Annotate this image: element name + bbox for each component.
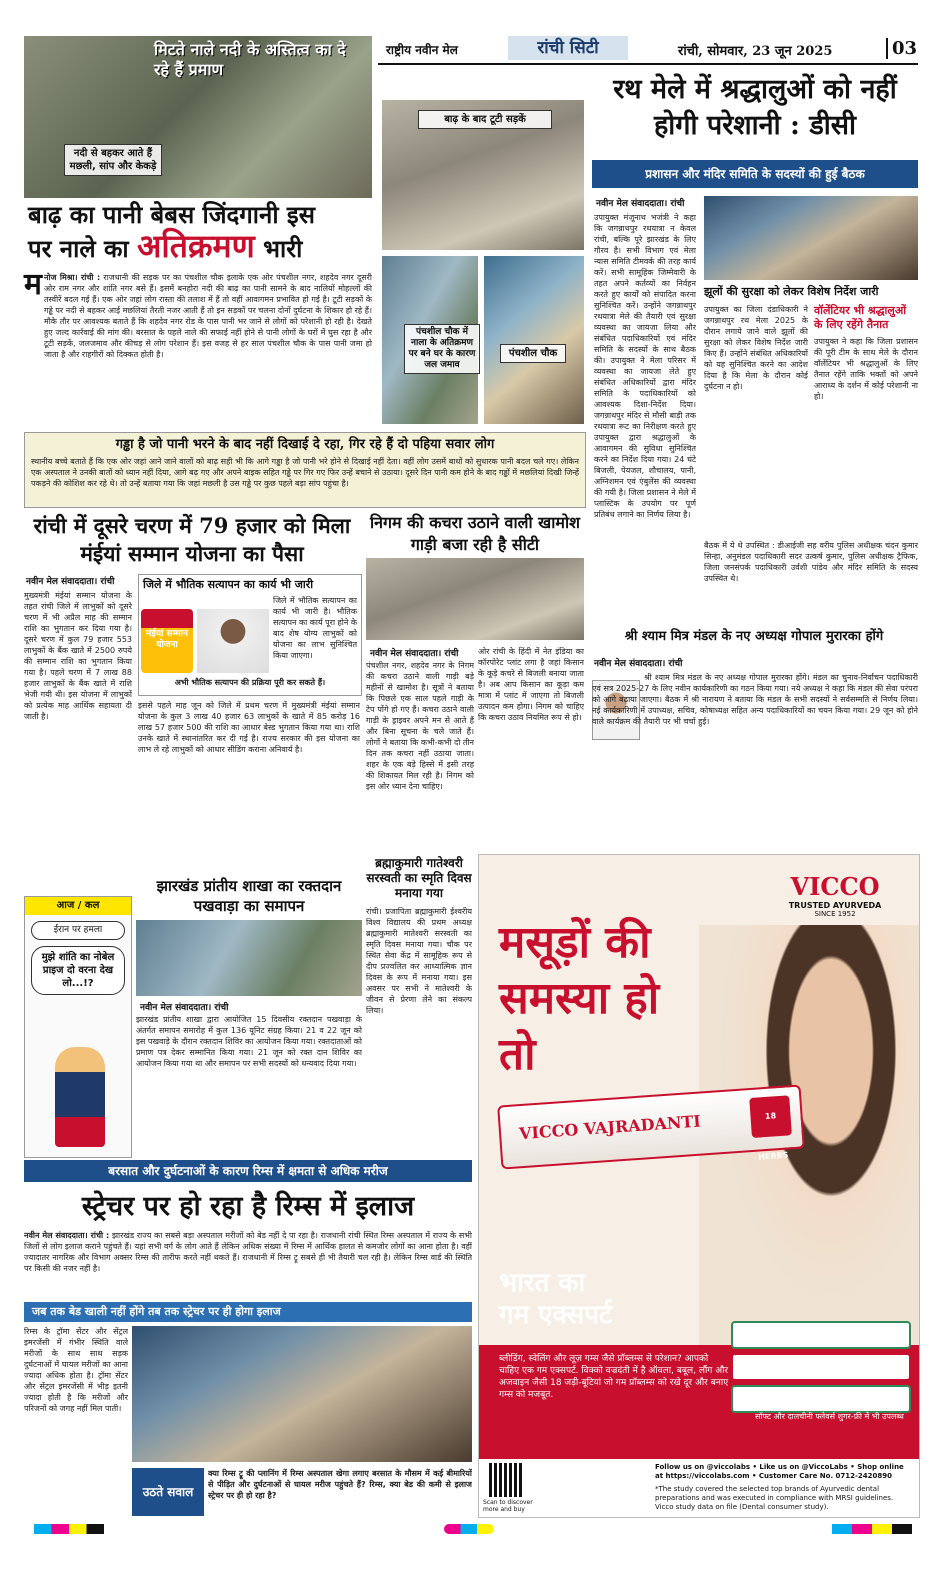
gadda-box bbox=[24, 432, 586, 508]
section-title: रांची सिटी bbox=[537, 38, 599, 58]
blood-body: झारखंड प्रांतीय शाखा द्वारा आयोजित 15 दिवसीय रक्तदान पखवाड़ा के अंतर्गत समापन समारोह में कुल 136 यूनिट संग्रह किया। 21 व 22 जून को इस पखवाड़े के दौरान रक्तदान शिविर का आयोजन किया गया। रक्तदाताओं को प्रमाण पत्र देकर सम्मानित किया गया। 21 जून को रक्त दान शिविर का आयोजन किया गया था और समापन पर सभी सदस्यों को धन्यवाद दिया गया। bbox=[136, 1015, 362, 1068]
tube-2 bbox=[731, 1353, 911, 1381]
chowk-photo bbox=[484, 256, 584, 424]
drain-house-label: पंचशील चौक में नाला के अतिक्रमण पर बने घर के कारण जल जमाव bbox=[404, 324, 480, 374]
rims-question-label bbox=[132, 1468, 204, 1516]
road-photo-label: बाढ़ के बाद टूटी सड़कें bbox=[418, 110, 552, 129]
rath-body: उपायुक्त मंजूनाथ भजंत्री ने कहा कि जगन्नाथपुर रथयात्रा न केवल रांची, बल्कि पूरे झारखंड के लिए गौरव है। सभी विभाग एवं मेला न्यास समिति टीमवर्क की तरह कार्य करें। सभी सामूहिक जिम्मेवारी के तहत अपने कर्तव्यों का निर्वहन करते हुए कार्यों को संपादित करना सुनिश्चित करें। उन्होंने जगन्नाथपुर रथयात्रा मेले की तैयारी एवं सुरक्षा व्यवस्था का जायजा लिया और संबंधित पदाधिकारियों एवं मंदिर समिति के सदस्यों के साथ बैठक की। उपायुक्त ने मेला परिसर में व्यवस्था का जायजा लेते हुए संबंधित अधिकारियों द्वारा मंदिर समिति के पदाधिकारियों को आवश्यक दिशा-निर्देश दिया। जगन्नाथपुर मंदिर से मौसी बाड़ी तक रथयात्रा रूट का निरीक्षण करते हुए उपायुक्त द्वारा श्रद्धालुओं के आवागमन की सुविधा सुनिश्चित करने का निर्देश दिया गया। 24 घंटे बिजली, पेयजल, शौचालय, पानी, अग्निशमन एवं एंबुलेंस की व्यवस्था की गयी है। जिला प्रशासन ने मेले में प्लास्टिक के उपयोग पर पूर्ण प्रतिबंध लगाने का निर्णय लिया है। bbox=[594, 213, 696, 519]
chowk-photo-label: पंचशील चौक bbox=[500, 344, 566, 363]
maiyan-box bbox=[138, 574, 362, 696]
story1-text: राजधानी की सड़क पर का पंचशील चौक इलाके एक ओर पंचशील नगर, शहदेव नगर दूसरी ओर राम नगर और शांति नगर बसे हैं। इसमें बनहोरा नदी की बाढ़ का पानी सामने के बाद नालियों मोहल्लों की तस्वीरें बदल गई हैं। एक ओर जहां लोग रास्ता की तलाश में हैं तो वहीं आवागमन प्रभावित हो गई है। टूटी सड़कों के गड्ढे पर नदी से बहकर आई मछलियां तैरती नजर आती हैं तो इन सड़कों पर चलना दोनों दुर्घटना के शिकार हो रहे हैं। मौके तौर पर आवश्यक बताते हैं कि शहदेव नगर रोड के पास पानी भर जाने से लोगों को परेशानी हो रही है। देखते हुए जल्द कार्रवाई की मांग की। बरसात के पहले नाले की सफाई नहीं होने से पानी लोगों के घरों में घुस रहा है और टूटी सड़कें, जलजमाव और कीचड़ से लोग परेशान हैं। इस वजह से हर साल पंचशील चौक के पास पानी जमा हो जाता है और राहगीरों को दिक्कत होती है। bbox=[43, 273, 372, 359]
rath-byline: नवीन मेल संवाददाता। रांची bbox=[596, 199, 685, 209]
story1-body-text bbox=[44, 272, 372, 424]
gadda-body: स्थानीय बच्चे बताते हैं कि एक ओर जहां आने जाने वालों को बाढ़ सही भी कि आगे गड्ढा है जो पानी भरे होने से दिखाई नहीं देता। वहीं लोग उसमें बाधों को सुधारक पानी बदल चले गए। लेकिन एक अस्पताल ने उनकी बातों को ध्यान नहीं दिया, आगे बढ़ गए और अपने बाइक सहित गड्ढे पर गिर गए फिर उन्हें बचाने से उठाया। दूसरे दिन पानी कम होने के बाद गड्ढों में मछलियां दिखी जिन्हें पकड़ने की कोशिश कर रहे थे। तो उन्हें बताया गया कि जहां मछली है उस गड्ढे पर कुछ पहले बड़ा सांप पहुंचा है। bbox=[31, 457, 579, 488]
maiyan-photo-caption: अभी भौतिक सत्यापन की प्रक्रिया पूरी कर सकते हैं। bbox=[174, 678, 326, 687]
nigam-headline: निगम की कचरा उठाने वाली खामोश गाड़ी बजा रही है सीटी bbox=[370, 513, 580, 554]
story1-headline-a: बाढ़ का पानी बेबस जिंदगानी इस bbox=[28, 200, 315, 229]
rims-photo-banner-text: जब तक बेड खाली नहीं होंगे तब तक स्ट्रेचर पर ही होगा इलाज bbox=[32, 1305, 281, 1318]
ad-sub2: गम एक्सपर्ट bbox=[499, 1300, 613, 1330]
cartoon-bubble-1: ईरान पर हमला bbox=[31, 921, 125, 940]
rims-banner bbox=[24, 1160, 472, 1182]
vicco-since: SINCE 1952 bbox=[814, 910, 856, 918]
shyam-headline: श्री श्याम मित्र मंडल के नए अध्यक्ष गोपाल मुरारका होंगे bbox=[624, 629, 884, 644]
rims-photo bbox=[132, 1326, 472, 1462]
herb-badge: 18 HERBS bbox=[749, 1095, 792, 1138]
color-bar-center bbox=[444, 1524, 494, 1534]
vicco-logo bbox=[775, 873, 895, 918]
qr-code[interactable] bbox=[489, 1463, 523, 1497]
nigam-body: पंचशील नगर, शहदेव नगर के निगम की कचरा उठाने वाली गाड़ी बड़े महीनों से खामोश है। सूत्रों ने बताया कि पिछले एक साल पहले गाड़ी के टेप पोंगे हो गए हैं। कचरा उठाने वाली गाड़ी के ड्राइवर अपने मन से आते हैं और बिना सूचना के चले जाते हैं। लोगों ने बताया कि कभी-कभी दो तीन दिन तक कचरा नहीं उठाया जाता। शहर के एक बड़े हिस्से में इसी तरह की शिकायत मिल रही है। निगम को इस ओर ध्यान देना चाहिए। bbox=[366, 661, 474, 791]
tube-3 bbox=[731, 1385, 911, 1413]
rath-subhead-box bbox=[592, 160, 918, 188]
rims-headline: स्ट्रेचर पर हो रहा है रिम्स में इलाज bbox=[81, 1191, 415, 1222]
maiyan-box-body: जिले में भौतिक सत्यापन का कार्य भी जारी है। भौतिक सत्यापन का कार्य पूरा होने के बाद शेष योग्य लाभुकों को योजना का लाभ सुनिश्चित किया जाएगा। bbox=[273, 596, 357, 660]
maiyan-body: मुख्यमंत्री मंईयां सम्मान योजना के तहत रांची जिले में लाभुकों को दूसरे चरण में भी अप्रैल माह की सम्मान राशि का भुगतान कर दिया गया है। दूसरे चरण में कुल 79 हजार 553 लाभुकों के बैंक खाते में 2500 रुपये की सम्मान राशि का भुगतान किया गया है। पहले चरण में 7 लाख 88 हजार लाभुकों के बैंक खाते में राशि भेजी गयी थी। इस योजना में लाभुकों को प्रत्येक माह आर्थिक सहायता दी जाती है। bbox=[24, 591, 132, 721]
story1-dropcap: म bbox=[24, 267, 42, 302]
tube-label: VICCO VAJRADANTI bbox=[518, 1111, 702, 1144]
rims-body bbox=[24, 1230, 472, 1296]
blood-photo bbox=[136, 920, 362, 996]
volunteer-title: वॉलेंटियर भी श्रद्धालुओं के लिए रहेंगे तैनात bbox=[814, 304, 907, 331]
meeting-title: झूलों की सुरक्षा को लेकर विशेष निर्देश जारी bbox=[704, 285, 879, 298]
road-photo bbox=[382, 100, 584, 250]
vicco-ad bbox=[478, 854, 920, 1518]
tube-stack bbox=[731, 1321, 911, 1405]
nigam-byline: नवीन मेल संवाददाता। रांची bbox=[370, 649, 459, 659]
maiyan-logo bbox=[141, 609, 193, 673]
qr-label: Scan to discover more and buy bbox=[483, 1499, 533, 1513]
ad-body: ब्लीडिंग, स्वेलिंग और लूज़ गम्स जैसे प्रॉब्लम्स से परेशान? आपको चाहिए एक गम एक्सपर्ट. विक्को वज्रदंती में है ऑवला, बबूल, लौंग और अजवाइन जैसी 18 जड़ी-बूटियां जो गम प्रॉब्लम्स को रखे दूर और बनाए गम्स को मजबूत. bbox=[499, 1354, 729, 1400]
meeting-body: उपायुक्त का जिला दंडाधिकारी ने जगन्नाथपुर रथ मेला 2025 के दौरान लगाये जाने वाले झूलों की सुरक्षा को लेकर विशेष निर्देश जारी किए हैं। उन्होंने संबंधित अधिकारियों को यह सुनिश्चित करने का आदेश दिया है कि मेला के दौरान कोई दुर्घटना न हो। bbox=[704, 305, 808, 391]
page-number: 03 bbox=[886, 38, 917, 59]
rims-photo-banner bbox=[24, 1302, 472, 1322]
story1-headline-c: भारी bbox=[254, 234, 303, 263]
rims-column: रिम्स के ट्रॉमा सेंटर और सेंट्रल इमरजेंसी में गंभीर स्थिति वाले मरीजों के साथ साथ सड़क दुर्घटनाओं में घायल मरीजों का आना ज्यादा अधिक होता है। ट्रॉमा सेंटर और सेंट्रल इमरजेंसी में भीड़ इतनी ज्यादा होती है कि मरीजों और परिजनों को जगह नहीं मिल पाती। bbox=[24, 1327, 128, 1413]
shyam-body: श्री श्याम मित्र मंडल के नए अध्यक्ष गोपाल मुरारका होंगे। मंडल का चुनाव-निर्वाचन पदाधिकारी एवं सत्र 2025-27 के लिए नवीन कार्यकारिणी का गठन किया गया। नये अध्यक्ष ने कहा कि मंडल की सेवा परंपरा को आगे बढ़ाया जाएगा। बैठक में श्री नारायण ने बताया कि मंडल के सभी सदस्यों ने सर्वसम्मति से निर्णय लिया। नई कार्यकारिणी में उपाध्यक्ष, सचिव, कोषाध्यक्ष सहित अन्य पदाधिकारियों का चयन किया गया। 29 जून को होने वाले कार्यक्रम की तैयारी पर भी चर्चा हुई। bbox=[592, 673, 918, 726]
vicco-headline: मसूड़ों की समस्या हो तो bbox=[499, 917, 660, 1080]
paper-name: राष्ट्रीय नवीन मेल bbox=[386, 43, 458, 57]
cartoon-panel bbox=[24, 896, 132, 1158]
story1-body bbox=[24, 267, 372, 424]
rims-body-text: झारखंड राज्य का सबसे बड़ा अस्पताल मरीजों को बेड नहीं दे पा रहा है। राजधानी रांची स्थित रिम्स अस्पताल में राज्य के सभी जिलों से लोग इलाज कराने पहुंचते हैं। यहां सभी वर्ग के लोग आते हैं लेकिन अधिक संख्या में रिम्स में आर्थिक हालत से कमजोर लोगों का आना होता है। वहीं ज्यादातर नागरिक और विभाग अक्सर रिम्स की तारीफ करते नहीं थकते हैं। राजधानी में रिम्स ट्रू सबसे ही भी तैयारी चल रही है। लेकिन रिम्स वार्ड की स्थिति पर किसी की नजर नहीं है। bbox=[24, 1231, 472, 1273]
rims-question-label-text: उठते सवाल bbox=[142, 1485, 194, 1499]
maiyan-body-2: इससे पहले माह जून को जिले में प्रथम चरण में मुख्यमंत्री मंईयां सम्मान योजना के कुल 3 लाख 40 हजार 63 लाभुकों के खाते में 85 करोड़ 16 लाख 57 हजार 500 की राशि का आधार बेस्ड भुगतान किया गया था। राशि उनके खाते में स्थानांतरित कर दी गई है। राज्य सरकार की इस योजना का लाभ ले रहे लाभुकों को आधार सीडिंग कराना अनिवार्य है। bbox=[138, 701, 360, 754]
maiyan-logo-text: मंईयां सम्मान योजना bbox=[146, 629, 188, 650]
rath-presence: बैठक में ये थे उपस्थित : डीआईजी सह वरीय पुलिस अधीक्षक चंदन कुमार सिन्हा, अनुमंडल पदाधिकारी सदर उत्कर्ष कुमार, पुलिस अधीक्षक ट्रैफिक, जिला जनसंपर्क पदाधिकारी उर्वशी पांडेय और मंदिर समिति के सदस्य उपस्थित थे। bbox=[704, 541, 918, 583]
maiyan-headline: रांची में दूसरे चरण में 79 हजार को मिला मंईयां सम्मान योजना का पैसा bbox=[33, 513, 351, 566]
maiyan-byline: नवीन मेल संवाददाता। रांची bbox=[26, 577, 115, 587]
story1-headline-b bbox=[28, 227, 373, 265]
drain-photo-caption: नदी से बहकर आते हैं मछली, सांप और केकड़े bbox=[64, 144, 162, 176]
masthead-rule bbox=[378, 63, 918, 65]
issue-date: रांची, सोमवार, 23 जून 2025 bbox=[678, 44, 833, 59]
drain-photo bbox=[24, 36, 372, 198]
nigam-body-2: ओर रांची के हिंदी में नेत इंडिया का कॉरपोरेट प्लांट लगा है जहां किसान के कूड़े कचरे से बिजली बनाया जाता है। अब आप किसान का कूड़ा कम मात्रा में प्लांट में जाएगा तो बिजली उत्पादन कम होगा। निगम को चाहिए कि कचरा उठाव नियमित रूप से हो। bbox=[478, 647, 584, 722]
cartoon-label: आज / कल bbox=[25, 897, 131, 915]
brahma-body: रांची। प्रजापिता ब्रह्माकुमारी ईश्वरीय विश्व विद्यालय की प्रथम अध्यक्ष ब्रह्माकुमारी मातेश्वरी सरस्वती का स्मृति दिवस मनाया गया। चौक पर स्थित सेवा केंद्र में सामूहिक रूप से दीप प्रज्वलित कर आध्यात्मिक ज्ञान दिवस के रूप में मनाया गया। इस अवसर पर सभी ने मातेश्वरी के जीवन से प्रेरणा लेने का संकल्प लिया। bbox=[366, 907, 472, 1015]
story1-byline: नोज मिश्रा। रांची : bbox=[43, 273, 101, 282]
shyam-byline: नवीन मेल संवाददाता। रांची bbox=[594, 659, 683, 669]
story1-kicker: मिटते नाले नदी के अस्तित्व का दे रहे हैं प्रमाण bbox=[154, 40, 346, 79]
ad-sugar-note: सॉफ्ट और दालचीनी फ्लेवर्स शुगर-फ्री में भी उपलब्ध bbox=[755, 1412, 904, 1421]
ad-follow[interactable]: Follow us on @viccolabs • Like us on @ViccoLabs • Shop online at https://viccolabs.com • Customer Care No. 0712-2420890 bbox=[655, 1463, 904, 1480]
cartoon-figure bbox=[55, 1047, 105, 1147]
gadda-headline: गड्ढा है जो पानी भरने के बाद नहीं दिखाई दे रहा, गिर रहे हैं दो पहिया सवार लोग bbox=[115, 437, 495, 452]
rath-headline: रथ मेले में श्रद्धालुओं को नहीं होगी परेशानी : डीसी bbox=[613, 74, 897, 141]
blood-headline: झारखंड प्रांतीय शाखा का रक्तदान पखवाड़ा का समापन bbox=[156, 877, 342, 915]
rath-subhead: प्रशासन और मंदिर समिति के सदस्यों की हुई बैठक bbox=[645, 167, 865, 181]
ad-disclaimer: *The study covered the selected top brands of Ayurvedic dental preparations and was executed in compliance with MRSI guidelines. Vicco study data on file (Dental consumer study). bbox=[655, 1485, 894, 1511]
vicco-tagline: TRUSTED AYURVEDA bbox=[788, 901, 882, 910]
color-bar-left bbox=[34, 1524, 104, 1534]
cm-photo bbox=[197, 609, 269, 673]
volunteer-body: उपायुक्त ने कहा कि जिला प्रशासन की पूरी टीम के साथ मेले के दौरान वॉलेंटियर भी श्रद्धालुओं के लिए तैनात रहेंगे ताकि भक्तों को अपने आराध्य के दर्शन में कोई परेशानी ना हो। bbox=[814, 337, 918, 401]
vicco-brand: VICCO bbox=[790, 872, 880, 901]
masthead bbox=[378, 36, 918, 62]
ad-sub1: भारत का bbox=[499, 1268, 586, 1298]
toothpaste-tube bbox=[497, 1084, 805, 1169]
section-tab bbox=[508, 36, 628, 60]
story1-headline-b-text: पर नाले का bbox=[28, 234, 137, 263]
rims-question-text: क्या रिम्स ट्रू की प्लानिंग में रिम्स अस्पताल खेगा लगाए बरसात के मौसम में कई बीमारियों से पीड़ित और दुर्घटनाओं से घायल मरीज पहुंचते हैं? रिम्स, क्या बेड की कमी से इलाज स्ट्रेचर पर ही हो रहा है? bbox=[208, 1469, 472, 1500]
garbage-van-photo bbox=[366, 558, 584, 640]
blood-byline: नवीन मेल संवाददाता। रांची bbox=[140, 1003, 229, 1013]
ad-footer bbox=[479, 1459, 919, 1517]
rims-byline: नवीन मेल संवाददाता। रांची : bbox=[24, 1231, 110, 1240]
meeting-photo bbox=[704, 196, 918, 280]
maiyan-box-title: जिले में भौतिक सत्यापन का कार्य भी जारी bbox=[143, 578, 314, 591]
cartoon-bubble-2: मुझे शांति का नोबेल प्राइज दो वरना देख लो...!? bbox=[31, 946, 125, 995]
color-bar-right bbox=[832, 1524, 912, 1534]
rims-banner-text: बरसात और दुर्घटनाओं के कारण रिम्स में क्षमता से अधिक मरीज bbox=[108, 1164, 388, 1178]
tube-1 bbox=[731, 1321, 911, 1349]
drain-house-photo bbox=[382, 256, 478, 424]
story1-headline-highlight: अतिक्रमण bbox=[136, 227, 255, 265]
brahma-headline: ब्रह्माकुमारी गातेश्वरी सरस्वती का स्मृति दिवस मनाया गया bbox=[366, 856, 472, 900]
